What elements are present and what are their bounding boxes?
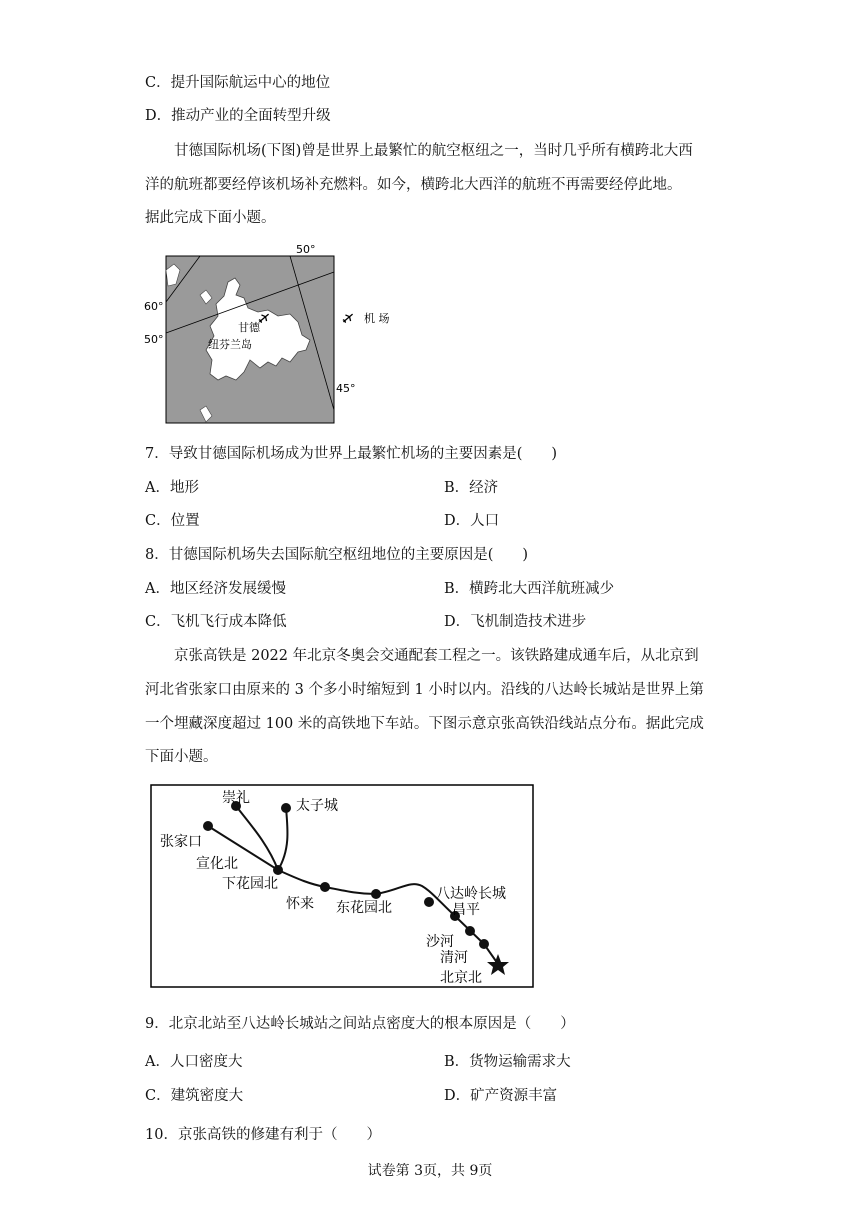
lat-label-60: 60° [144, 300, 164, 313]
passage1-line-2: 洋的航班都要经停该机场补充燃料。如今，横跨北大西洋的航班不再需要经停此地。 [145, 177, 682, 193]
airport-label: 甘德 [238, 321, 260, 334]
q9-option-c[interactable]: C．建筑密度大 [145, 1088, 244, 1104]
lon-label-45: 45° [336, 382, 356, 395]
lat-label-50: 50° [144, 333, 164, 346]
station-label-xuanhuabei: 宣化北 [196, 856, 238, 872]
q9-option-b[interactable]: B．货物运输需求大 [444, 1054, 571, 1070]
q8-stem: 8．甘德国际机场失去国际航空枢纽地位的主要原因是( ) [145, 547, 529, 563]
station-label-chongli: 崇礼 [222, 790, 250, 806]
station-dot-zhangjiakou [203, 821, 213, 831]
q8-option-a[interactable]: A．地区经济发展缓慢 [145, 581, 286, 597]
q8-option-d[interactable]: D．飞机制造技术进步 [444, 614, 587, 630]
island-label: 纽芬兰岛 [208, 338, 252, 351]
station-dot-huailai [320, 882, 330, 892]
station-label-donghuayuanbei: 东花园北 [336, 900, 392, 916]
q9-option-d[interactable]: D．矿产资源丰富 [444, 1088, 558, 1104]
station-label-changping: 昌平 [452, 902, 480, 918]
jingzhang-railway-map [150, 784, 536, 990]
q7-stem: 7．导致甘德国际机场成为世界上最繁忙机场的主要因素是( ) [145, 446, 558, 462]
passage1-line-3: 据此完成下面小题。 [145, 210, 276, 226]
passage2-line-1: 京张高铁是 2022 年北京冬奥会交通配套工程之一。该铁路建成通车后，从北京到 [174, 648, 699, 664]
station-dot-qinghe [479, 939, 489, 949]
q8-option-b[interactable]: B．横跨北大西洋航班减少 [444, 581, 615, 597]
lon-label-50: 50° [296, 243, 316, 256]
station-label-zhangjiakou: 张家口 [160, 834, 202, 850]
station-dot-shahe [465, 926, 475, 936]
q7-option-a[interactable]: A．地形 [145, 480, 199, 496]
station-label-huailai: 怀来 [286, 896, 314, 912]
q7-option-c[interactable]: C．位置 [145, 513, 200, 529]
page-footer: 试卷第 3页，共 9页 [367, 1163, 493, 1179]
station-label-badaling: 八达岭长城 [436, 886, 506, 902]
station-label-shahe: 沙河 [426, 934, 454, 950]
q9-option-a[interactable]: A．人口密度大 [145, 1054, 243, 1070]
option-c-top: C．提升国际航运中心的地位 [145, 75, 331, 91]
station-label-beijingbei: 北京北 [440, 970, 482, 986]
station-label-xiahuayuanbei: 下花园北 [222, 876, 278, 892]
q7-option-d[interactable]: D．人口 [444, 513, 500, 529]
passage2-line-2: 河北省张家口由原来的 3 个多小时缩短到 1 小时以内。沿线的八达岭长城站是世界上第 [145, 682, 704, 698]
passage2-line-3: 一个埋藏深度超过 100 米的高铁地下车站。下图示意京张高铁沿线站点分布。据此完成 [145, 716, 704, 732]
q8-option-c[interactable]: C．飞机飞行成本降低 [145, 614, 287, 630]
station-dot-xiahuayuanbei [273, 865, 283, 875]
q9-stem: 9．北京北站至八达岭长城站之间站点密度大的根本原因是（ ） [145, 1016, 575, 1032]
station-label-qinghe: 清河 [440, 950, 468, 966]
station-dot-taizicheng [281, 803, 291, 813]
option-d-top: D．推动产业的全面转型升级 [145, 108, 331, 124]
q7-option-b[interactable]: B．经济 [444, 480, 499, 496]
legend-label: 机 场 [364, 312, 390, 325]
legend-airplane-icon [341, 311, 355, 325]
passage1-line-1: 甘德国际机场(下图)曾是世界上最繁忙的航空枢纽之一，当时几乎所有横跨北大西 [174, 143, 693, 159]
station-dot-badaling [424, 897, 434, 907]
passage2-line-4: 下面小题。 [145, 749, 218, 765]
newfoundland-map [140, 240, 410, 430]
q10-stem: 10．京张高铁的修建有利于（ ） [145, 1127, 381, 1143]
station-dot-donghuayuanbei [371, 889, 381, 899]
station-label-taizicheng: 太子城 [296, 798, 338, 814]
